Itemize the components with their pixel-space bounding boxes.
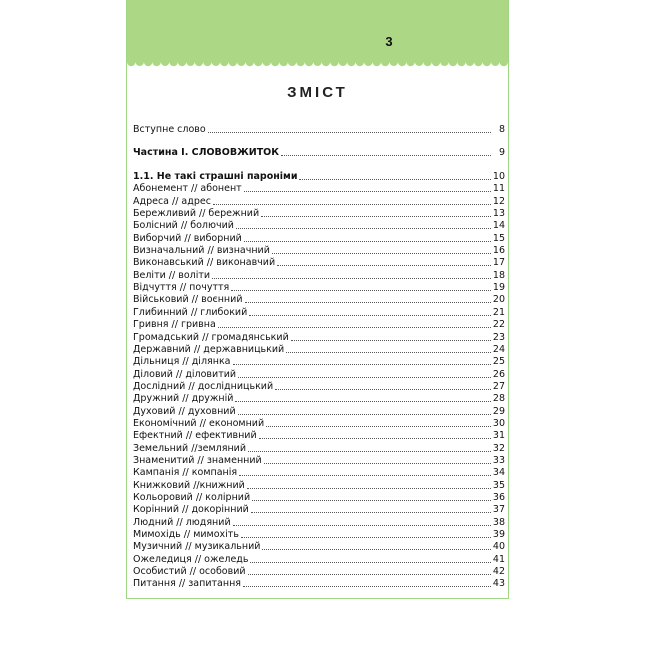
toc-label: Частина І. СЛОВОВЖИТОК: [133, 146, 280, 158]
toc-label: Адреса // адрес: [133, 195, 211, 207]
toc-entry-row[interactable]: [133, 232, 505, 244]
toc-page: 34: [492, 467, 505, 479]
dot-leader: [264, 463, 491, 464]
toc-entry-row[interactable]: [133, 331, 505, 343]
dot-leader: [275, 389, 491, 390]
toc-page: 30: [492, 417, 505, 429]
toc-page: 38: [492, 516, 505, 528]
dot-leader: [281, 155, 491, 156]
dot-leader: [252, 500, 491, 501]
toc-label: Визначальний // визначний: [133, 245, 270, 257]
toc-label: Особистий // особовий: [133, 566, 246, 578]
toc-label: Відчуття // почуття: [133, 282, 230, 294]
toc-label: Веліти // воліти: [133, 269, 211, 281]
toc-entry-row[interactable]: [133, 529, 505, 541]
dot-leader: [244, 241, 491, 242]
dot-leader: [236, 228, 491, 229]
green-header-banner: [127, 0, 508, 70]
toc-label: Виконавський // виконавчий: [133, 257, 276, 269]
toc-page: 22: [492, 319, 505, 331]
toc-label: Музичний // музикальний: [133, 541, 261, 553]
dot-leader: [272, 253, 491, 254]
page-number: 3: [385, 34, 393, 49]
toc-label: Кампанія // компанія: [133, 467, 238, 479]
toc-entry-row[interactable]: [133, 269, 505, 281]
toc-page: 35: [492, 479, 505, 491]
toc-page: 33: [492, 454, 505, 466]
toc-page: 18: [492, 269, 505, 281]
toc-entry-row[interactable]: [133, 344, 505, 356]
dot-leader: [286, 352, 491, 353]
toc-page: 29: [492, 405, 505, 417]
dot-leader: [299, 179, 490, 180]
toc-page: 12: [492, 195, 505, 207]
dot-leader: [251, 512, 491, 513]
toc-label: Земельний //земляний: [133, 442, 247, 454]
dot-leader: [233, 364, 491, 365]
banner-shape: [127, 0, 508, 66]
toc-entry-row[interactable]: [133, 257, 505, 269]
toc-page: 36: [492, 491, 505, 503]
toc-label: Виборчий // виборний: [133, 232, 242, 244]
toc-page: 23: [492, 331, 505, 343]
toc-page: 39: [492, 529, 505, 540]
toc-page: 9: [498, 146, 505, 158]
toc-entry-row[interactable]: [133, 541, 505, 553]
toc-label: Знаменитий // знаменний: [133, 454, 262, 466]
toc-entry-row[interactable]: [133, 405, 505, 417]
toc-entry-row[interactable]: [133, 381, 505, 393]
dot-leader: [235, 401, 490, 402]
toc-entry-row[interactable]: [133, 492, 505, 504]
toc-entry-row[interactable]: [133, 479, 505, 491]
toc-entry-row[interactable]: [133, 516, 505, 528]
toc-entry-row[interactable]: [133, 430, 505, 442]
dot-leader: [250, 562, 490, 563]
toc-page: 20: [492, 294, 505, 306]
toc-entry-row[interactable]: [133, 282, 505, 294]
toc-entry-row[interactable]: [133, 504, 505, 516]
toc-page: 17: [492, 257, 505, 269]
toc-page: 25: [492, 356, 505, 368]
toc-page: 10: [492, 171, 505, 183]
dot-leader: [208, 132, 491, 133]
toc-page: 13: [492, 208, 505, 220]
table-of-contents: [133, 124, 505, 590]
toc-page: 31: [492, 430, 505, 442]
toc-label: Дослідний // дослідницький: [133, 380, 274, 392]
toc-label: Абонемент // абонент: [133, 183, 242, 195]
toc-page: 8: [498, 124, 505, 136]
dot-leader: [248, 451, 491, 452]
toc-entry-row[interactable]: [133, 319, 505, 331]
dot-leader: [245, 302, 491, 303]
toc-entry-row[interactable]: [133, 294, 505, 306]
dot-leader: [248, 574, 491, 575]
toc-label: Кольоровий // колірний: [133, 491, 251, 503]
toc-label: Бережливий // бережний: [133, 208, 260, 220]
toc-label: Людний // людяний: [133, 516, 231, 528]
toc-entry-row[interactable]: [133, 208, 505, 220]
toc-label: Військовий // воєнний: [133, 294, 243, 306]
toc-page: 26: [492, 368, 505, 380]
toc-entry-row[interactable]: [133, 442, 505, 454]
book-page: [126, 0, 509, 599]
dot-leader: [231, 290, 491, 291]
toc-label: Книжковий //книжний: [133, 479, 245, 491]
toc-entry-row[interactable]: [133, 183, 505, 195]
dot-leader: [239, 475, 491, 476]
dot-leader: [249, 315, 491, 316]
toc-entry-row[interactable]: [133, 195, 505, 207]
toc-entry-row[interactable]: [133, 368, 505, 380]
toc-entry-row[interactable]: [133, 467, 505, 479]
toc-entry-row[interactable]: [133, 220, 505, 232]
dot-leader: [244, 191, 491, 192]
dot-leader: [261, 216, 491, 217]
toc-page: 32: [492, 442, 505, 454]
toc-label: Дільниця // ділянка: [133, 356, 231, 368]
toc-label: Гривня // гривна: [133, 319, 216, 331]
toc-page: 28: [492, 393, 505, 405]
toc-page: 14: [492, 220, 505, 232]
toc-page: 41: [492, 553, 505, 565]
toc-entry-row[interactable]: [133, 566, 505, 578]
dot-leader: [213, 204, 491, 205]
toc-label: Корінний // докорінний: [133, 504, 249, 516]
dot-leader: [238, 414, 491, 415]
dot-leader: [238, 377, 491, 378]
dot-leader: [247, 488, 491, 489]
toc-entry-row[interactable]: [133, 306, 505, 318]
dot-leader: [291, 340, 491, 341]
toc-page: 19: [492, 282, 505, 294]
dot-leader: [266, 426, 491, 427]
toc-label: Глибинний // глибокий: [133, 306, 248, 318]
toc-page: 24: [492, 343, 505, 355]
toc-label: Ожеледиця // ожеледь: [133, 553, 249, 565]
toc-intro-row[interactable]: [133, 124, 505, 136]
toc-label: Вступне слово: [133, 124, 206, 136]
toc-entry-row[interactable]: [133, 553, 505, 565]
toc-page: 40: [492, 541, 505, 553]
toc-entry-row[interactable]: [133, 578, 505, 590]
toc-label: Економічний // економний: [133, 417, 265, 429]
toc-page: 16: [492, 245, 505, 257]
toc-entry-list: [133, 183, 505, 590]
toc-label: Дружний // дружній: [133, 393, 234, 405]
toc-entry-row[interactable]: [133, 393, 505, 405]
toc-label: Духовий // духовний: [133, 405, 236, 417]
toc-label: Діловий // діловитий: [133, 368, 237, 380]
toc-page: 15: [492, 232, 505, 244]
dot-leader: [212, 278, 491, 279]
dot-leader: [262, 549, 490, 550]
dot-leader: [259, 438, 491, 439]
toc-section-row[interactable]: [133, 171, 505, 183]
toc-page: 21: [492, 306, 505, 318]
toc-entry-row[interactable]: [133, 418, 505, 430]
toc-entry-row[interactable]: [133, 356, 505, 368]
toc-label: Мимохідь // мимохіть: [133, 529, 239, 540]
toc-label: Державний // державницький: [133, 343, 285, 355]
dot-leader: [277, 265, 491, 266]
dot-leader: [243, 586, 491, 587]
toc-page: 42: [492, 566, 505, 578]
dot-leader: [241, 537, 491, 538]
toc-part-row[interactable]: [133, 146, 505, 158]
toc-label: 1.1. Не такі страшні пароніми: [133, 171, 298, 183]
toc-label: Громадський // громадянський: [133, 331, 289, 343]
toc-page: 37: [492, 504, 505, 516]
dot-leader: [233, 525, 491, 526]
toc-label: Питання // запитання: [133, 578, 242, 590]
toc-entry-row[interactable]: [133, 245, 505, 257]
toc-page: 27: [492, 380, 505, 392]
page-title: ЗМІСТ: [287, 84, 348, 101]
toc-entry-row[interactable]: [133, 455, 505, 467]
dot-leader: [218, 327, 491, 328]
toc-page: 11: [492, 183, 505, 195]
toc-label: Ефектний // ефективний: [133, 430, 257, 442]
toc-page: 43: [492, 578, 505, 590]
toc-label: Болісний // болючий: [133, 220, 234, 232]
